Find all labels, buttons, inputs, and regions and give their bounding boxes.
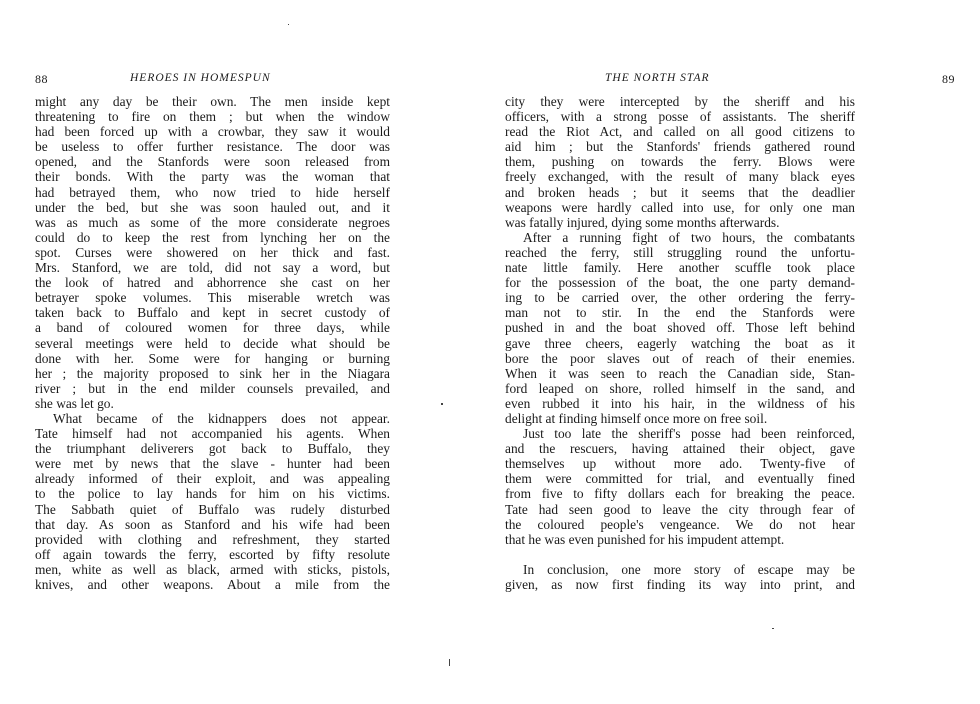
text-line: the look of hatred and abhorrence she cast on her (35, 275, 390, 291)
text-line: a band of coloured women for three days, while (35, 320, 390, 336)
text-line: nate little family. Here another scuffle took place (505, 260, 855, 276)
scan-speck (288, 24, 289, 25)
right-page (490, 0, 980, 704)
text-line: Tate had seen good to leave the city through fear of (505, 501, 855, 517)
text-line: might any day be their own. The men inside kept (35, 94, 390, 109)
text-line: The Sabbath quiet of Buffalo was rudely disturbed (35, 501, 390, 517)
scan-speck (441, 403, 443, 405)
text-line: even rubbed it into his hair, in the wildness of his (505, 395, 855, 411)
text-line: the coloured people's vengeance. We do not hear (505, 516, 855, 532)
text-line: under the bed, but she was soon hauled out, and it (35, 199, 390, 215)
text-line: and the rescuers, having attained their object, gave (505, 441, 855, 457)
left-page (0, 0, 470, 704)
text-line: After a running fight of two hours, the combatants (523, 229, 855, 245)
text-line: men, white as well as black, armed with sticks, pistols, (35, 561, 390, 577)
right-page-number: 89 (942, 72, 955, 86)
text-line: threatening to fire on them ; but when the window (35, 109, 390, 125)
text-line: that day. As soon as Stanford and his wife had been (35, 516, 390, 532)
text-line: weapons were hardly called into use, for only one man (505, 199, 855, 215)
left-header-title: HEROES IN HOMESPUN (130, 72, 271, 84)
text-line: already informed of their exploit, and was appealing (35, 471, 390, 487)
text-line: them, pushing on towards the ferry. Blows were (505, 154, 855, 170)
text-line: river ; but in the end milder counsels prevailed, and (35, 380, 390, 396)
scan-speck (449, 659, 450, 666)
text-line: Tate himself had not accompanied his agents. When (35, 426, 390, 442)
text-line: for the possession of the boat, the one party demand- (505, 275, 855, 291)
scan-speck (772, 628, 774, 629)
text-line: city they were intercepted by the sheriff and his (505, 94, 855, 109)
text-line: that he was even punished for his impudent attempt. (505, 531, 785, 547)
text-line: When it was seen to reach the Canadian side, Stan- (505, 365, 855, 381)
text-line: had betrayed them, who now tried to hide herself (35, 184, 390, 200)
paragraph-gap (505, 547, 855, 562)
text-line: be useless to offer further resistance. The door was (35, 139, 390, 155)
text-line: betrayer spoke volumes. This miserable wretch was (35, 290, 390, 306)
text-line: officers, with a strong posse of assistants. The sheriff (505, 109, 855, 125)
text-line: themselves up without more ado. Twenty-five of (505, 456, 855, 472)
text-line: she was let go. (35, 395, 114, 411)
text-line: freely exchanged, with the result of many black eyes (505, 169, 855, 185)
text-line: In conclusion, one more story of escape may be (523, 561, 855, 577)
text-line: aid him ; but the Stanfords' friends gathered round (505, 139, 855, 155)
text-line: gave three cheers, eagerly watching the boat as it (505, 335, 855, 351)
text-line: was fatally injured, dying some months afterwards. (505, 214, 780, 230)
text-line: the triumphant deliverers got back to Buffalo, they (35, 441, 390, 457)
text-line: their bonds. With the party was the woman that (35, 169, 390, 185)
text-line: several meetings were held to decide what should be (35, 335, 390, 351)
text-line: spot. Curses were showered on her thick and fast. (35, 244, 390, 260)
text-line: read the Riot Act, and called on all good citizens to (505, 124, 855, 140)
text-line: to the police to lay hands for him on his victims. (35, 486, 390, 502)
text-line: knives, and other weapons. About a mile from the (35, 577, 390, 592)
text-line: could do to keep the rest from lynching her on the (35, 229, 390, 245)
text-line: delight at finding himself once more on free soil. (505, 410, 768, 426)
text-line: done with her. Some were for hanging or burning (35, 350, 390, 366)
text-line: ing to be carried over, the other ordering the ferry- (505, 290, 855, 306)
text-line: her ; the majority proposed to sink her in the Niagara (35, 365, 390, 381)
right-body-text (505, 94, 855, 592)
text-line: given, as now first finding its way into print, and (505, 577, 855, 592)
text-line: off again towards the ferry, escorted by fifty resolute (35, 546, 390, 562)
text-line: man not to stir. In the end the Stanfords were (505, 305, 855, 321)
left-body-text (35, 94, 390, 592)
text-line: taken back to Buffalo and kept in secret custody of (35, 305, 390, 321)
text-line: were met by news that the slave - hunter had been (35, 456, 390, 472)
text-line: bore the poor slaves out of reach of their enemies. (505, 350, 855, 366)
text-line: reached the ferry, still struggling round the unfortu- (505, 244, 855, 260)
text-line: was as much as some of the more considerate negroes (35, 214, 390, 230)
text-line: ford leaped on shore, rolled himself in the sand, and (505, 380, 855, 396)
text-line: provided with clothing and refreshment, they started (35, 531, 390, 547)
text-line: and broken heads ; but it seems that the deadlier (505, 184, 855, 200)
left-page-number: 88 (35, 72, 48, 86)
text-line: pushed in and the boat shoved off. Those left behind (505, 320, 855, 336)
right-header-title: THE NORTH STAR (605, 72, 710, 84)
text-line: Mrs. Stanford, we are told, did not say a word, but (35, 260, 390, 276)
text-line: from five to fifty dollars each for breaking the peace. (505, 486, 855, 502)
text-line: them were committed for trial, and eventually fined (505, 471, 855, 487)
text-line: had been forced up with a crowbar, they saw it would (35, 124, 390, 140)
text-line: Just too late the sheriff's posse had been reinforced, (523, 426, 855, 442)
text-line: What became of the kidnappers does not appear. (53, 410, 390, 426)
text-line: opened, and the Stanfords were soon released from (35, 154, 390, 170)
